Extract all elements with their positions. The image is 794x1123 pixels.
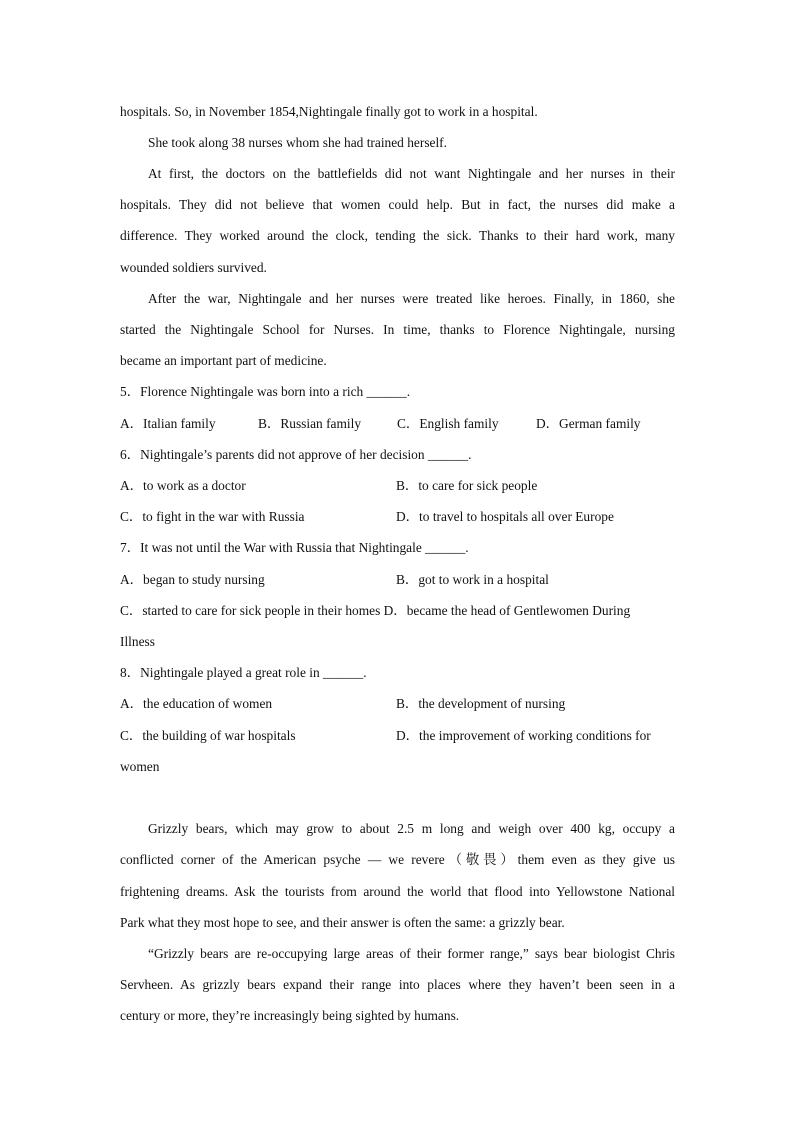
passage2-line: century or more, they’re increasingly being sighted by humans. <box>120 1008 460 1023</box>
option-d-continued: Illness <box>120 634 155 649</box>
question-stem: 6．Nightingale’s parents did not approve of her decision ______. <box>120 447 472 462</box>
passage1-line: difference. They worked around the clock, tending the sick. Thanks to their hard work, many <box>120 228 675 243</box>
option-b: B．the development of nursing <box>396 696 566 711</box>
option-c: C．English family <box>397 416 499 431</box>
passage1-line: started the Nightingale School for Nurses. In time, thanks to Florence Nightingale, nursing <box>120 322 675 337</box>
option-a: A．Italian family <box>120 416 216 431</box>
option-c-d: C．started to care for sick people in their homes D．became the head of Gentlewomen During <box>120 603 631 618</box>
option-b: B．Russian family <box>258 416 362 431</box>
option-b: B．got to work in a hospital <box>396 572 549 587</box>
question-stem: 5．Florence Nightingale was born into a rich ______. <box>120 384 411 399</box>
option-a: A．began to study nursing <box>120 572 265 587</box>
passage1-line: She took along 38 nurses whom she had trained herself. <box>148 135 447 150</box>
question-stem: 7．It was not until the War with Russia that Nightingale ______. <box>120 540 469 555</box>
passage1-line: became an important part of medicine. <box>120 353 327 368</box>
option-c: C．the building of war hospitals <box>120 728 296 743</box>
option-d: D．the improvement of working conditions for <box>396 728 651 743</box>
passage1-line: wounded soldiers survived. <box>120 260 267 275</box>
passage2-line: conflicted corner of the American psyche — we revere（敬畏）them even as they give us <box>120 852 675 867</box>
option-c: C．to fight in the war with Russia <box>120 509 305 524</box>
option-a: A．the education of women <box>120 696 273 711</box>
passage2-line: “Grizzly bears are re-occupying large areas of their former range,” says bear biologist Chris <box>148 946 675 961</box>
passage1-line: hospitals. They did not believe that women could help. But in fact, the nurses did make a <box>120 197 675 212</box>
passage2-line: Park what they most hope to see, and their answer is often the same: a grizzly bear. <box>120 915 565 930</box>
question-stem: 8．Nightingale played a great role in ______. <box>120 665 367 680</box>
option-d-continued: women <box>120 759 160 774</box>
option-b: B．to care for sick people <box>396 478 538 493</box>
passage2-line: Grizzly bears, which may grow to about 2.5 m long and weigh over 400 kg, occupy a <box>148 821 675 836</box>
passage1-line: hospitals. So, in November 1854,Nightingale finally got to work in a hospital. <box>120 104 538 119</box>
option-a: A．to work as a doctor <box>120 478 246 493</box>
passage2-line: frightening dreams. Ask the tourists from around the world that flood into Yellowstone National <box>120 884 675 899</box>
option-d: D．German family <box>536 416 641 431</box>
passage1-line: At first, the doctors on the battlefields did not want Nightingale and her nurses in their <box>148 166 675 181</box>
passage1-line: After the war, Nightingale and her nurses were treated like heroes. Finally, in 1860, she <box>148 291 675 306</box>
passage2-line: Servheen. As grizzly bears expand their range into places where they haven’t been seen in a <box>120 977 675 992</box>
option-d: D．to travel to hospitals all over Europe <box>396 509 614 524</box>
